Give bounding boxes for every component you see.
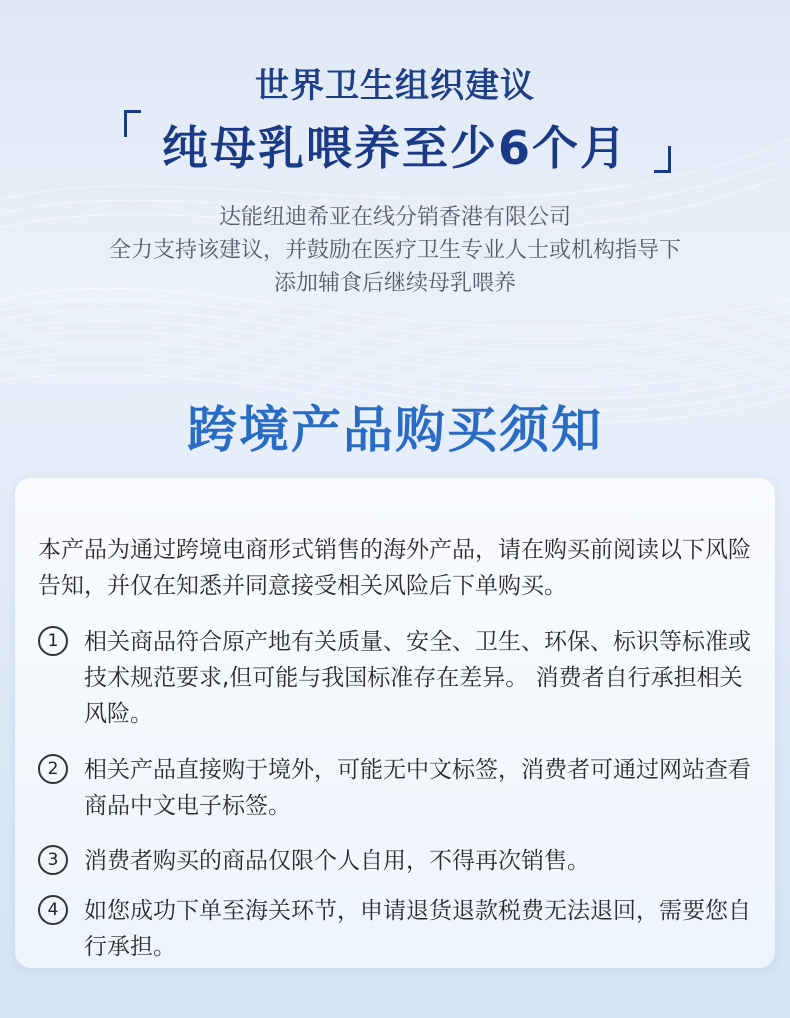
item-text: 相关产品直接购于境外，可能无中文标签，消费者可通过网站查看商品中文电子标签。 [84, 757, 751, 819]
item-number-badge: 1 [38, 626, 68, 656]
who-slogan: 纯母乳喂养至少6个月 [161, 121, 628, 175]
item-number-badge: 4 [38, 895, 68, 925]
bracket-right [654, 146, 671, 173]
support-statement-line-2: 全力支持该建议，并鼓励在医疗卫生专业人士或机构指导下 [108, 238, 681, 263]
item-text: 如您成功下单至海关环节，申请退货退款税费无法退回，需要您自行承担。 [84, 898, 751, 960]
item-text: 消费者购买的商品仅限个人自用，不得再次销售。 [84, 848, 590, 874]
notice-intro: 本产品为通过跨境电商形式销售的海外产品，请在购买前阅读以下风险告知，并仅在知悉并同意接受相关风险后下单购买。 [38, 537, 751, 599]
item-number-badge: 3 [38, 845, 68, 875]
support-statement-line-1: 达能纽迪希亚在线分销香港有限公司 [218, 205, 571, 230]
cross-border-notice-title: 跨境产品购买须知 [187, 401, 603, 459]
item-text: 相关商品符合原产地有关质量、安全、卫生、环保、标识等标准或技术规范要求,但可能与我国标准存在差异。 消费者自行承担相关风险。 [84, 629, 751, 727]
support-statement-line-3: 添加辅食后继续母乳喂养 [273, 271, 516, 296]
item-number-badge: 2 [38, 754, 68, 784]
who-recommendation-title: 世界卫生组织建议 [255, 66, 535, 106]
